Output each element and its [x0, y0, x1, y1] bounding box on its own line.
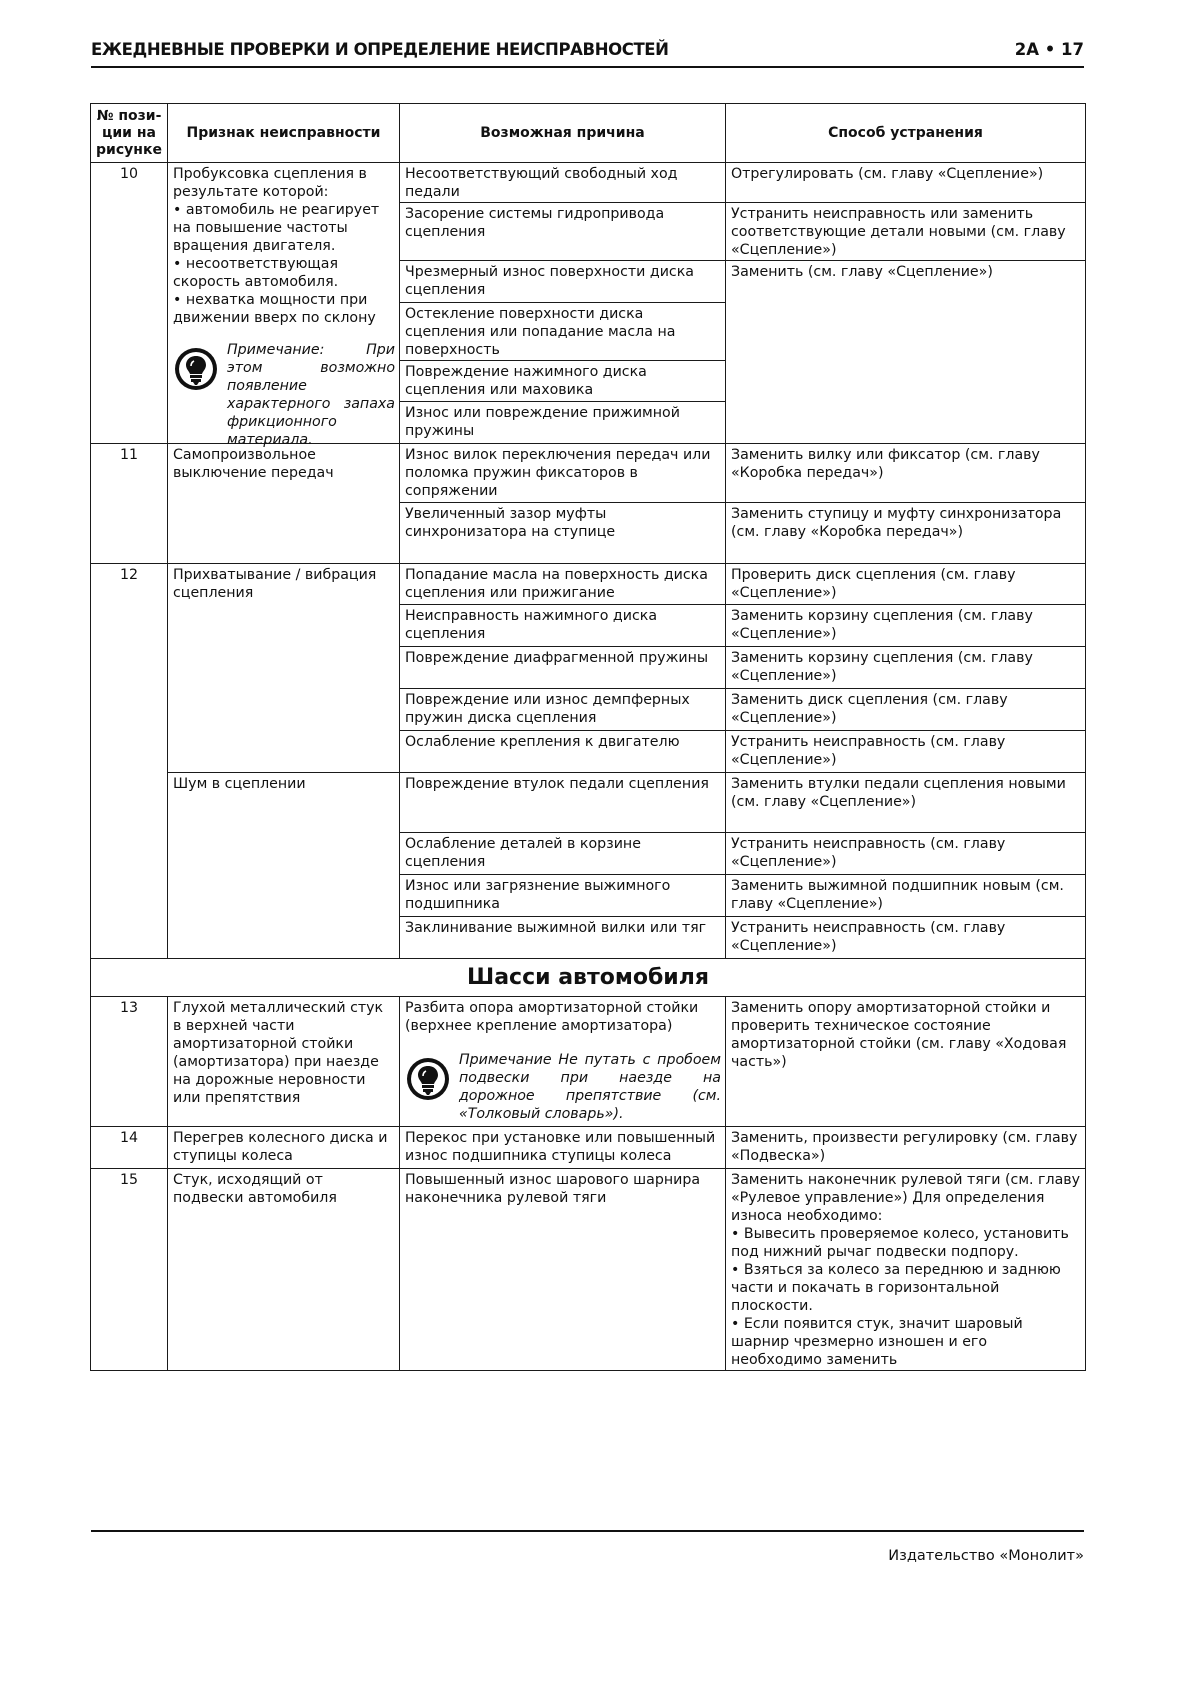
cause-cell: Износ или повреждение прижимной пружины: [400, 402, 726, 444]
row-number: 13: [91, 997, 168, 1127]
cause-cell: Повреждение диафрагменной пружины: [400, 647, 726, 689]
table-row: [91, 997, 1086, 1127]
cause-cell: Попадание масла на поверхность диска сцепления или прижигание: [400, 564, 726, 605]
cause-cell: Перекос при установке или повышенный износ подшипника ступицы колеса: [400, 1127, 726, 1169]
fix-cell: Заменить опору амортизаторной стойки и проверить техническое состояние амортизаторной стойки (см. главу «Ходовая часть»): [726, 997, 1086, 1127]
fix-cell: Заменить корзину сцепления (см. главу «Сцепление»): [726, 647, 1086, 689]
publisher-label: Издательство «Монолит»: [888, 1548, 1084, 1564]
cause-cell: Увеличенный зазор муфты синхронизатора на ступице: [400, 503, 726, 564]
row-number: 14: [91, 1127, 168, 1169]
cause-cell: Ослабление деталей в корзине сцепления: [400, 833, 726, 875]
table-row: [91, 773, 1086, 833]
cause-cell: Износ вилок переключения передач или поломка пружин фиксаторов в сопряжении: [400, 444, 726, 503]
fix-cell: Заменить втулки педали сцепления новыми (см. главу «Сцепление»): [726, 773, 1086, 833]
row-number: 11: [91, 444, 168, 564]
cause-cell: Остекление поверхности диска сцепления или попадание масла на поверхность: [400, 303, 726, 361]
fix-bullet: • Вывесить проверяемое колесо, установить под нижний рычаг подвески подпору.: [731, 1226, 1069, 1260]
page-title: ЕЖЕДНЕВНЫЕ ПРОВЕРКИ И ОПРЕДЕЛЕНИЕ НЕИСПРАВНОСТЕЙ: [91, 40, 669, 59]
fix-cell: Заменить выжимной подшипник новым (см. главу «Сцепление»): [726, 875, 1086, 917]
cause-cell: Неисправность нажимного диска сцепления: [400, 605, 726, 647]
col-header-cause: Возможная причина: [400, 104, 726, 163]
cause-cell: Повреждение нажимного диска сцепления или маховика: [400, 361, 726, 402]
symptom-cell: Прихватывание / вибрация сцепления: [168, 564, 400, 773]
fix-cell: Заменить диск сцепления (см. главу «Сцепление»): [726, 689, 1086, 731]
col-header-num: № пози-ции на рисунке: [91, 104, 168, 163]
fix-bullet: • Взяться за колесо за переднюю и заднюю части и покачать в горизонтальной плоскости.: [731, 1262, 1061, 1314]
cause-cell: Повреждение втулок педали сцепления: [400, 773, 726, 833]
page-footer: [91, 1530, 1084, 1564]
fix-cell: Отрегулировать (см. главу «Сцепление»): [726, 163, 1086, 203]
section-row: [91, 959, 1086, 997]
note-block: [406, 1051, 721, 1123]
fix-cell: Заменить корзину сцепления (см. главу «Сцепление»): [726, 605, 1086, 647]
cause-cell: Ослабление крепления к двигателю: [400, 731, 726, 773]
note-block: [174, 341, 395, 449]
fix-cell: [726, 1169, 1086, 1371]
table-row: [91, 1169, 1086, 1371]
fix-cell: Устранить неисправность или заменить соответствующие детали новыми (см. главу «Сцепление»): [726, 203, 1086, 261]
cause-cell: Повышенный износ шарового шарнира наконечника рулевой тяги: [400, 1169, 726, 1371]
fix-cell: Устранить неисправность (см. главу «Сцепление»): [726, 833, 1086, 875]
fix-cell: Заменить ступицу и муфту синхронизатора (см. главу «Коробка передач»): [726, 503, 1086, 564]
lightbulb-icon: [406, 1057, 450, 1101]
fix-text: Заменить наконечник рулевой тяги (см. главу «Рулевое управление») Для определения износа необходимо:: [731, 1172, 1081, 1224]
table-header-row: [91, 104, 1086, 163]
fix-bullet: • Если появится стук, значит шаровый шарнир чрезмерно изношен и его необходимо заменить: [731, 1316, 1023, 1368]
table-row: [91, 444, 1086, 503]
page-number: 2A • 17: [1014, 40, 1084, 59]
fix-cell: Устранить неисправность (см. главу «Сцепление»): [726, 731, 1086, 773]
note-text: Примечание: При этом возможно появление характерного запаха фрикционного материала.: [227, 342, 395, 448]
col-header-fix: Способ устранения: [726, 104, 1086, 163]
table-row: [91, 163, 1086, 203]
symptom-cell: Самопроизвольное выключение передач: [168, 444, 400, 564]
symptom-cell: [168, 163, 400, 448]
table-row: [91, 1127, 1086, 1169]
lightbulb-icon: [174, 347, 218, 391]
symptom-cell: Перегрев колесного диска и ступицы колеса: [168, 1127, 400, 1169]
symptom-cell: Шум в сцеплении: [168, 773, 400, 959]
row-number: 10: [91, 163, 168, 444]
col-header-symptom: Признак неисправности: [168, 104, 400, 163]
fix-cell: Заменить, произвести регулировку (см. главу «Подвеска»): [726, 1127, 1086, 1169]
cause-cell: Повреждение или износ демпферных пружин диска сцепления: [400, 689, 726, 731]
cause-cell: Несоответствующий свободный ход педали: [400, 163, 726, 203]
row-number: 15: [91, 1169, 168, 1371]
symptom-bullet: • нехватка мощности при движении вверх по склону: [173, 292, 376, 326]
row-number: 12: [91, 564, 168, 959]
cause-cell: Износ или загрязнение выжимного подшипника: [400, 875, 726, 917]
troubleshooting-table: [90, 103, 1086, 1371]
cause-text: Разбита опора амортизаторной стойки (верхнее крепление амортизатора): [405, 1000, 699, 1034]
fix-cell: Проверить диск сцепления (см. главу «Сцепление»): [726, 564, 1086, 605]
cause-cell: Заклинивание выжимной вилки или тяг: [400, 917, 726, 959]
fix-cell: Заменить вилку или фиксатор (см. главу «Коробка передач»): [726, 444, 1086, 503]
symptom-cell: Глухой металлический стук в верхней части амортизаторной стойки (амортизатора) при наезде на дорожные неровности или препятствия: [168, 997, 400, 1127]
cause-cell: Засорение системы гидропривода сцепления: [400, 203, 726, 261]
symptom-text: Пробуксовка сцепления в результате которой:: [173, 166, 367, 200]
section-title: Шасси автомобиля: [91, 959, 1086, 997]
symptom-cell: Стук, исходящий от подвески автомобиля: [168, 1169, 400, 1371]
symptom-bullet: • автомобиль не реагирует на повышение частоты вращения двигателя.: [173, 202, 380, 254]
fix-cell: Заменить (см. главу «Сцепление»): [726, 261, 1086, 444]
note-text: Примечание Не путать с пробоем подвески при наезде на дорожное препятствие (см. «Толковый словарь»).: [459, 1052, 721, 1122]
cause-cell: [400, 997, 726, 1127]
fix-cell: Устранить неисправность (см. главу «Сцепление»): [726, 917, 1086, 959]
cause-cell: Чрезмерный износ поверхности диска сцепления: [400, 261, 726, 303]
symptom-bullet: • несоответствующая скорость автомобиля.: [173, 256, 339, 290]
table-row: [91, 564, 1086, 605]
page-header: [91, 40, 1084, 68]
